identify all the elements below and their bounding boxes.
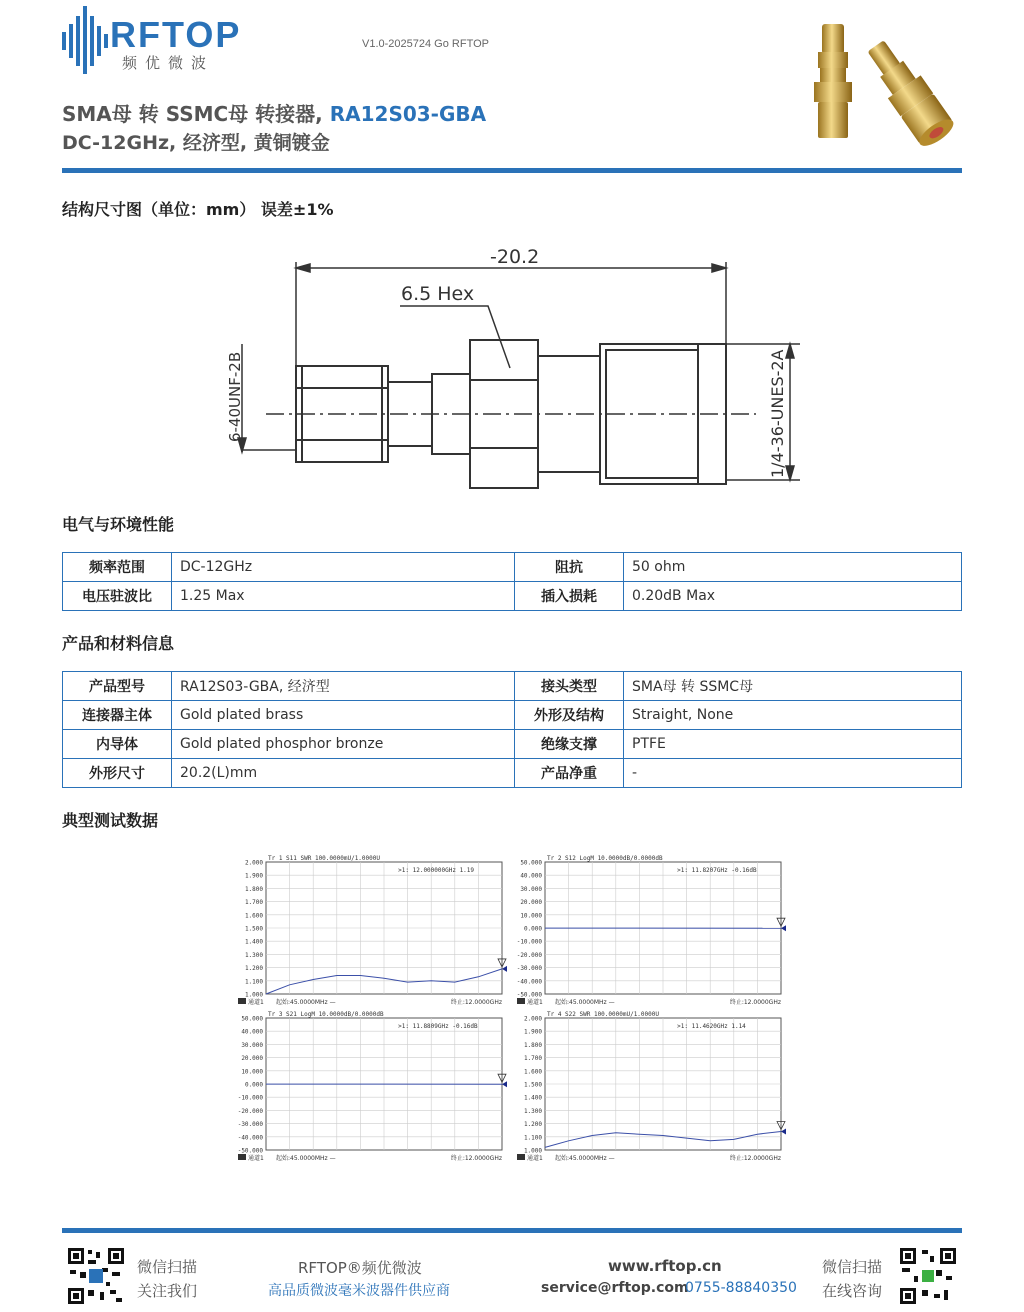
table-row	[63, 672, 962, 701]
y-tick-label: 1.500	[523, 1081, 542, 1089]
dimension-drawing	[220, 240, 820, 500]
y-tick-label: 1.200	[244, 965, 263, 973]
y-tick-label: 20.000	[241, 1055, 263, 1063]
spec-key: 产品型号	[63, 672, 172, 701]
y-tick-label: 1.700	[523, 1055, 542, 1063]
vna-plot-1	[238, 855, 507, 1006]
spec-key: 绝缘支撑	[515, 730, 624, 759]
y-tick-label: 30.000	[241, 1041, 263, 1049]
test-charts	[230, 852, 796, 1172]
hex-dimension-label: 6.5 Hex	[401, 283, 475, 305]
channel-label: 通道1	[248, 1155, 264, 1162]
title-prefix: SMA母 转 SSMC母 转接器,	[62, 102, 330, 126]
spec-key: 频率范围	[63, 553, 172, 582]
y-tick-label: 40.000	[520, 872, 542, 880]
y-tick-label: 50.000	[520, 859, 542, 867]
logo-text: RFTOP	[110, 14, 242, 55]
footer-follow-us: 关注我们	[137, 1282, 198, 1300]
right-thread-label: 1/4-36-UNES-2A	[768, 349, 787, 478]
marker-readout: >1: 11.4620GHz 1.14	[677, 1023, 746, 1030]
spec-key: 插入损耗	[515, 582, 624, 611]
marker-readout: >1: 11.8207GHz -0.16dB	[677, 867, 757, 874]
table-row	[63, 553, 962, 582]
y-tick-label: 1.000	[244, 991, 263, 999]
section-title-electrical: 电气与环境性能	[62, 515, 175, 534]
start-freq-label: 起始:45.0000MHz —	[555, 1155, 615, 1162]
y-tick-label: 1.100	[244, 978, 263, 986]
y-tick-label: -20.000	[237, 1107, 263, 1115]
stop-freq-label: 终止:12.0000GHz	[450, 999, 502, 1006]
y-tick-label: 1.900	[244, 872, 263, 880]
y-tick-label: 1.300	[244, 951, 263, 959]
y-tick-label: 10.000	[520, 912, 542, 920]
y-tick-label: -20.000	[516, 951, 542, 959]
marker-readout: >1: 12.000000GHz 1.19	[398, 867, 475, 874]
y-tick-label: 10.000	[241, 1068, 263, 1076]
header-divider	[62, 168, 962, 173]
y-tick-label: -40.000	[237, 1134, 263, 1142]
y-tick-label: -40.000	[516, 978, 542, 986]
y-tick-label: -10.000	[516, 938, 542, 946]
footer-wechat-scan: 微信扫描	[137, 1258, 198, 1276]
spec-value: Gold plated brass	[172, 701, 515, 730]
reference-arrow	[781, 1129, 786, 1135]
channel-icon	[517, 1154, 525, 1160]
table-row	[63, 582, 962, 611]
spec-key: 外形及结构	[515, 701, 624, 730]
y-tick-label: 1.900	[523, 1028, 542, 1036]
title-model: RA12S03-GBA	[329, 102, 487, 126]
start-freq-label: 起始:45.0000MHz —	[276, 999, 336, 1006]
spec-value: SMA母 转 SSMC母	[624, 672, 962, 701]
y-tick-label: 1.800	[244, 885, 263, 893]
y-tick-label: 20.000	[520, 899, 542, 907]
qr-code-follow	[66, 1246, 124, 1304]
spec-key: 阻抗	[515, 553, 624, 582]
y-tick-label: 1.300	[523, 1107, 542, 1115]
vna-plot-4	[517, 1011, 786, 1162]
length-dimension-label: -20.2	[490, 246, 540, 268]
section-title-drawing: 结构尺寸图（单位：mm） 误差±1%	[62, 200, 334, 219]
version-text: V1.0-2025724 Go RFTOP	[362, 38, 489, 50]
y-tick-label: 1.400	[244, 938, 263, 946]
logo-subtitle: 频优微波	[122, 54, 215, 72]
electrical-table	[62, 552, 962, 611]
start-freq-label: 起始:45.0000MHz —	[276, 1155, 336, 1162]
vna-plot-3	[238, 1011, 507, 1162]
channel-icon	[517, 998, 525, 1004]
product-title	[62, 98, 486, 127]
plot-header: Tr 2 S12 LogM 10.0000dB/0.0000dB	[547, 855, 663, 862]
y-tick-label: -50.000	[237, 1147, 263, 1155]
footer-phone: 0755-88840350	[685, 1280, 797, 1296]
channel-icon	[238, 1154, 246, 1160]
product-subtitle: DC-12GHz, 经济型, 黄铜镀金	[62, 132, 330, 154]
table-row	[63, 730, 962, 759]
y-tick-label: 50.000	[241, 1015, 263, 1023]
spec-value: PTFE	[624, 730, 962, 759]
footer-divider	[62, 1228, 962, 1233]
y-tick-label: 0.000	[523, 925, 542, 933]
left-thread-label: 6-40UNF-2B	[226, 351, 244, 442]
footer-brand: RFTOP®频优微波	[298, 1259, 422, 1277]
channel-label: 通道1	[527, 1155, 543, 1162]
vna-plot-2	[517, 855, 786, 1006]
y-tick-label: 30.000	[520, 885, 542, 893]
qr-code-consult	[898, 1246, 956, 1304]
y-tick-label: 1.000	[523, 1147, 542, 1155]
material-table	[62, 671, 962, 788]
footer-slogan: 高品质微波毫米波器件供应商	[268, 1283, 450, 1299]
footer-wechat-scan-2: 微信扫描	[822, 1258, 883, 1276]
spec-key: 外形尺寸	[63, 759, 172, 788]
stop-freq-label: 终止:12.0000GHz	[729, 1155, 781, 1162]
y-tick-label: -50.000	[516, 991, 542, 999]
y-tick-label: 2.000	[244, 859, 263, 867]
section-title-test: 典型测试数据	[62, 811, 159, 830]
reference-arrow	[502, 1081, 507, 1087]
stop-freq-label: 终止:12.0000GHz	[729, 999, 781, 1006]
y-tick-label: 1.800	[523, 1041, 542, 1049]
marker-readout: >1: 11.8809GHz -0.16dB	[398, 1023, 478, 1030]
spec-value: DC-12GHz	[172, 553, 515, 582]
spec-value: 0.20dB Max	[624, 582, 962, 611]
spec-value: 1.25 Max	[172, 582, 515, 611]
spec-key: 接头类型	[515, 672, 624, 701]
y-tick-label: 1.700	[244, 899, 263, 907]
start-freq-label: 起始:45.0000MHz —	[555, 999, 615, 1006]
y-tick-label: 1.100	[523, 1134, 542, 1142]
stop-freq-label: 终止:12.0000GHz	[450, 1155, 502, 1162]
spec-key: 电压驻波比	[63, 582, 172, 611]
plot-header: Tr 4 S22 SWR 100.0000mU/1.0000U	[547, 1011, 659, 1018]
footer-consult: 在线咨询	[822, 1282, 883, 1300]
table-row	[63, 759, 962, 788]
spec-value: Gold plated phosphor bronze	[172, 730, 515, 759]
y-tick-label: 1.500	[244, 925, 263, 933]
product-photo	[800, 20, 970, 150]
channel-icon	[238, 998, 246, 1004]
y-tick-label: 1.200	[523, 1121, 542, 1129]
spec-value: -	[624, 759, 962, 788]
spec-value: Straight, None	[624, 701, 962, 730]
table-row	[63, 701, 962, 730]
y-tick-label: 40.000	[241, 1028, 263, 1036]
plot-header: Tr 3 S21 LogM 10.0000dB/0.0000dB	[268, 1011, 384, 1018]
reference-arrow	[502, 966, 507, 972]
y-tick-label: 1.600	[244, 912, 263, 920]
y-tick-label: -10.000	[237, 1094, 263, 1102]
spec-value: 20.2(L)mm	[172, 759, 515, 788]
channel-label: 通道1	[248, 999, 264, 1006]
reference-arrow	[781, 925, 786, 931]
y-tick-label: 1.400	[523, 1094, 542, 1102]
spec-value: 50 ohm	[624, 553, 962, 582]
logo-wave-icon	[62, 6, 112, 76]
spec-key: 内导体	[63, 730, 172, 759]
footer-email[interactable]: service@rftop.com	[541, 1280, 689, 1296]
y-tick-label: -30.000	[516, 965, 542, 973]
y-tick-label: -30.000	[237, 1121, 263, 1129]
footer-website[interactable]: www.rftop.cn	[608, 1257, 722, 1275]
y-tick-label: 1.600	[523, 1068, 542, 1076]
section-title-material: 产品和材料信息	[62, 634, 175, 653]
plot-header: Tr 1 S11 SWR 100.0000mU/1.0000U	[268, 855, 380, 862]
spec-value: RA12S03-GBA, 经济型	[172, 672, 515, 701]
channel-label: 通道1	[527, 999, 543, 1006]
spec-key: 产品净重	[515, 759, 624, 788]
spec-key: 连接器主体	[63, 701, 172, 730]
y-tick-label: 0.000	[244, 1081, 263, 1089]
y-tick-label: 2.000	[523, 1015, 542, 1023]
